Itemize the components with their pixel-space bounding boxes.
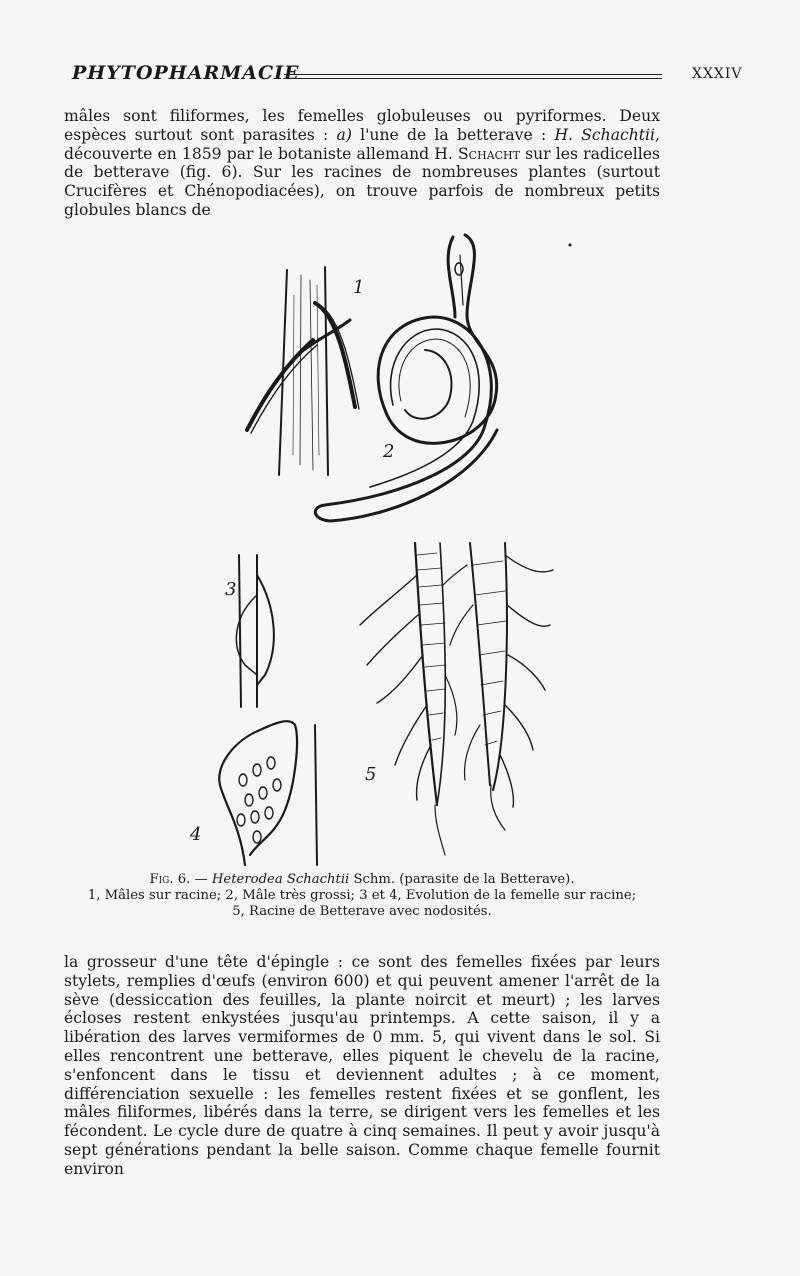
figure-label-2: 2 xyxy=(383,441,395,462)
panel-3-female-swelling xyxy=(236,555,273,707)
figure-label-3: 3 xyxy=(225,579,237,600)
nematode-illustration xyxy=(190,225,605,875)
para1-author: Schacht xyxy=(458,144,520,163)
para1-text-a: mâles sont filiformes, les femelles globuleuses ou pyriformes. Deux espèces surtout sont parasites : xyxy=(64,107,660,144)
panel-2-male-enlarged xyxy=(315,235,497,521)
figure-label-5: 5 xyxy=(365,764,377,785)
caption-species: Heterodea Schachtii xyxy=(211,872,350,887)
caption-line-1 xyxy=(64,872,660,888)
running-header xyxy=(72,62,743,92)
header-double-rule xyxy=(284,74,662,79)
caption-figure-number: Fig. 6. xyxy=(149,872,191,887)
caption-line-3: 5, Racine de Betterave avec nodosités. xyxy=(232,904,492,919)
figure-label-4: 4 xyxy=(190,824,202,845)
figure-caption xyxy=(64,872,660,920)
panel-4-female-with-eggs xyxy=(219,721,317,865)
caption-line-2: 1, Mâles sur racine; 2, Mâle très grossi; 3 et 4, Evolution de la femelle sur racine; xyxy=(87,888,637,903)
caption-rest: Schm. (parasite de la Betterave). xyxy=(349,872,575,887)
para1-text-b: l'une de la betterave : xyxy=(351,125,555,144)
para1-species: H. Schachtii xyxy=(554,125,656,144)
paragraph-top xyxy=(64,107,660,220)
para1-enum-a: a) xyxy=(336,125,352,144)
para1-text-c: , découverte en 1859 par le botaniste allemand H. xyxy=(64,125,660,163)
panel-5-beet-root-nodules xyxy=(360,543,553,855)
para1-text-d: sur les radicelles de betterave (fig. 6). Sur les racines de nombreuses plantes (surtout Crucifères et Chénopodiacées), on trouve parfois de nombreux petits globules blancs de xyxy=(64,144,661,219)
figure-label-1: 1 xyxy=(353,277,365,298)
paragraph-bottom: la grosseur d'une tête d'épingle : ce sont des femelles fixées par leurs stylets, remplies d'œufs (environ 600) et qui peuvent amener l'arrêt de la sève (dessiccation des feuilles, la plante noircit et meurt) ; les larves écloses restent enkystées jusqu'au printemps. A cette saison, il y a libération des larves vermiformes de 0 mm. 5, qui vivent dans le sol. Si elles rencontrent une betterave, elles piquent le chevelu de la racine, s'enfoncent dans le tissu et deviennent adultes ; à ce moment, différenciation sexuelle : les femelles restent fixées et se gonflent, les mâles filiformes, libérés dans la terre, se dirigent vers les femelles et les fécondent. Le cycle dure de quatre à cinq semaines. Il peut y avoir jusqu'à sept générations pendant la belle saison. Comme chaque femelle fournit environ xyxy=(64,953,660,1178)
page-number: XXXIV xyxy=(692,66,743,82)
caption-dash: — xyxy=(190,872,212,887)
panel-1-males-on-root xyxy=(247,267,359,475)
running-title: PHYTOPHARMACIE xyxy=(72,62,300,84)
